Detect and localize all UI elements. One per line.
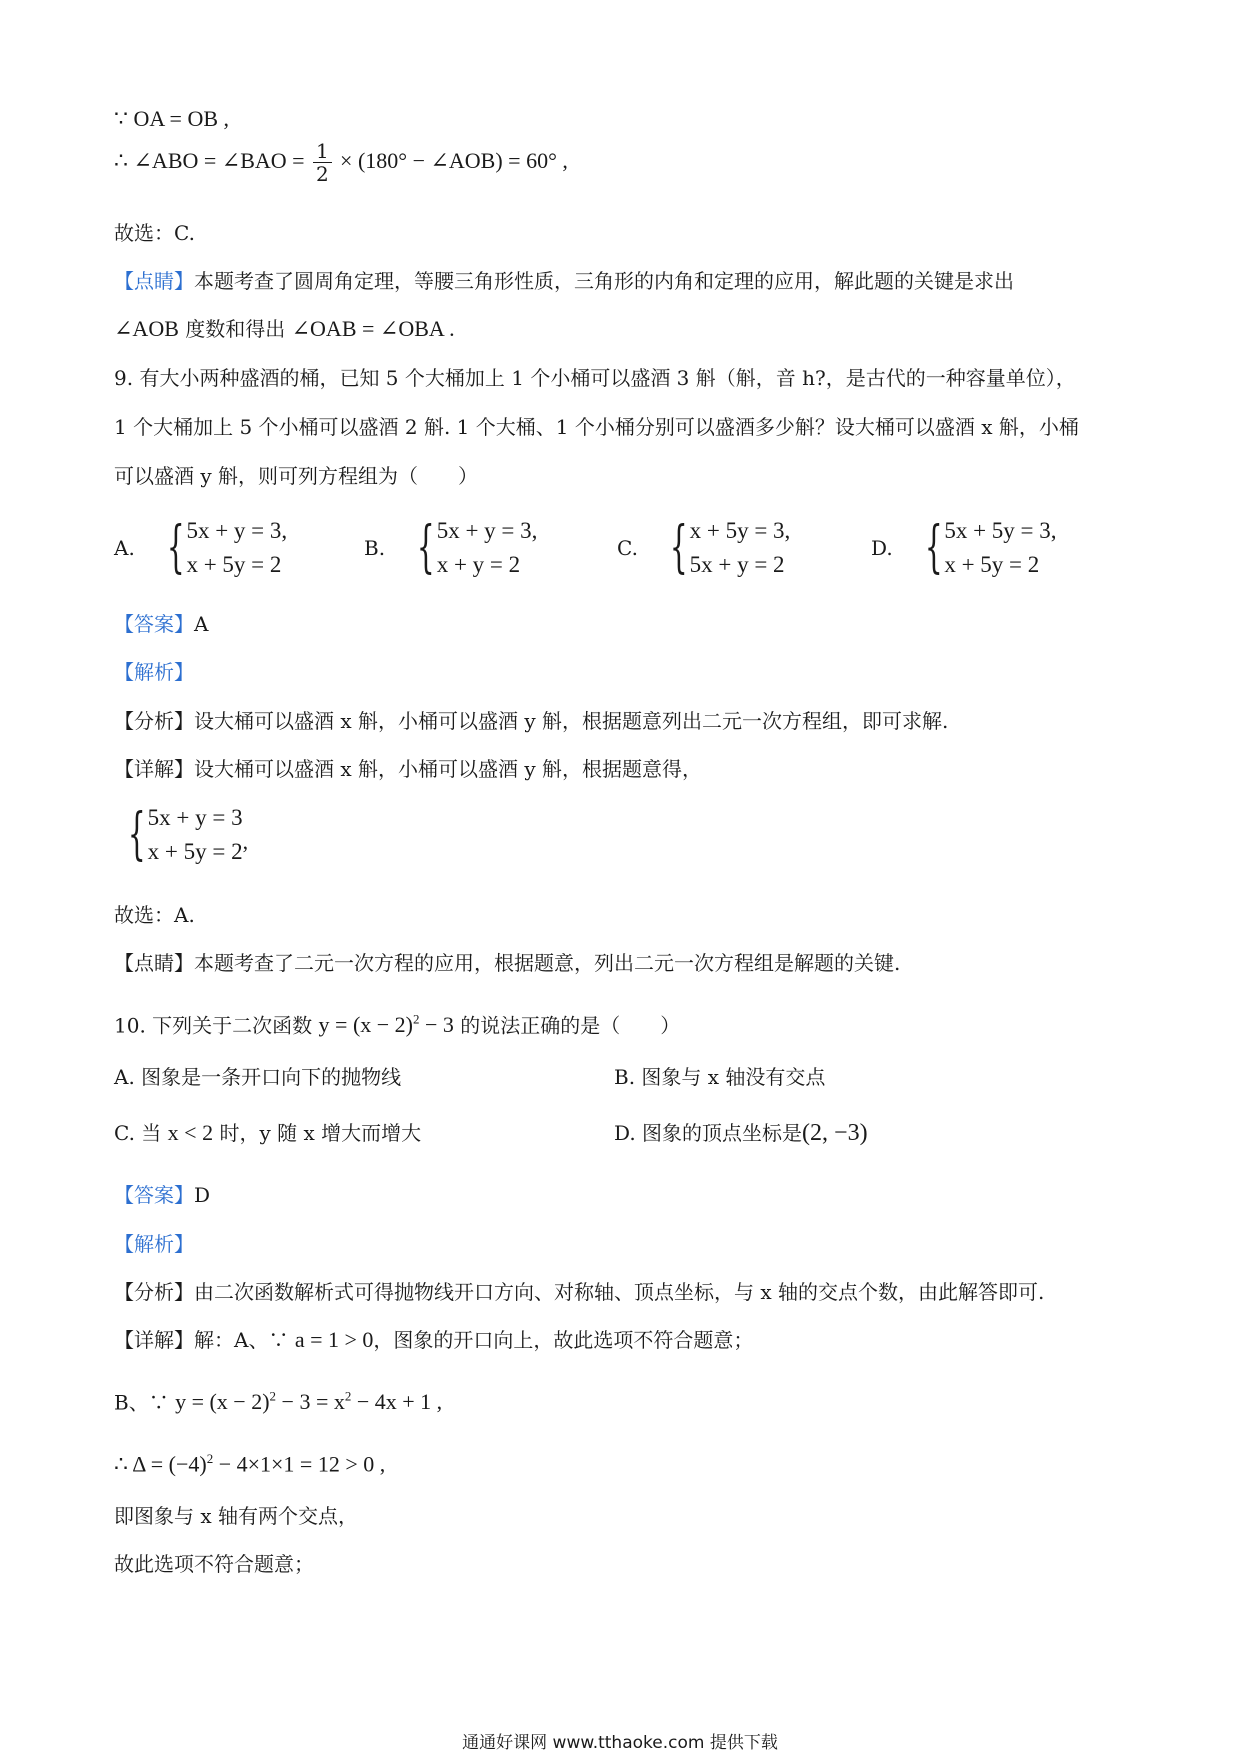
function-expr [319, 1012, 454, 1037]
b-expr-part2: − 3 = x [276, 1389, 345, 1415]
option-c-prefix: C. 当 [114, 1121, 168, 1145]
comment-tag: 【点睛】 [114, 951, 194, 975]
answer-9 [114, 609, 208, 639]
option-a [114, 514, 287, 582]
line-b-expansion [114, 1382, 442, 1417]
answer-value: A [194, 612, 209, 636]
question-9-line2: 1 个大桶加上 5 个小桶可以盛酒 2 斛. 1 个大桶、1 个小桶分别可以盛酒多少斛？设大桶可以盛酒 x 斛，小桶 [114, 415, 1079, 439]
equation-system [186, 514, 287, 582]
equation-2: x + 5y = 2 [186, 552, 282, 577]
option-c [617, 514, 790, 582]
vertex-coords: (2, −3) [802, 1120, 868, 1146]
question-9-line3: 可以盛酒 y 斛，则可列方程组为（ ） [114, 464, 479, 488]
xiangjie-text: 设大桶可以盛酒 x 斛，小桶可以盛酒 y 斛，根据题意得， [194, 757, 703, 781]
angle-eq-left: ∴ ∠ABO = ∠BAO = [114, 148, 305, 173]
question-9-line1: 9. 有大小两种盛酒的桶，已知 5 个大桶加上 1 个小桶可以盛酒 3 斛（斛，音 h?，是古代的一种容量单位）， [114, 366, 1076, 390]
question-10 [114, 1005, 680, 1040]
square-exponent: 2 [413, 1012, 420, 1027]
equation-1: 5x + y = 3 [147, 805, 243, 830]
line-oa-ob: ∵ OA = OB , [114, 106, 230, 131]
option-label: C. [617, 536, 638, 560]
line-not-match: 故此选项不符合题意； [114, 1552, 314, 1576]
brace: { [669, 515, 688, 580]
function-base: y = (x − 2) [318, 1012, 413, 1038]
line-angle-abo [114, 140, 568, 185]
line-two-intersections: 即图象与 x 轴有两个交点， [114, 1504, 358, 1528]
analysis-tag-9: 【解析】 [114, 660, 194, 684]
comment-text: 本题考查了圆周角定理，等腰三角形性质，三角形的内角和定理的应用，解此题的关键是求出 [194, 269, 1014, 293]
line-comment-8-cont [114, 314, 455, 344]
option-d-text: D. 图象的顶点坐标是 [614, 1121, 803, 1145]
equation-1: 5x + 5y = 3, [944, 518, 1057, 543]
choose-a: 故选：A. [114, 903, 195, 927]
xiangjie-10 [114, 1325, 753, 1355]
xiangjie-tag: 【详解】 [114, 757, 194, 781]
xiangjie-9 [114, 754, 702, 784]
b-exp2: 2 [344, 1389, 352, 1404]
equation-system [690, 514, 791, 582]
option-c-condition: x < 2 [167, 1120, 214, 1145]
fraction-denominator: 2 [315, 162, 329, 186]
brace: { [924, 515, 943, 580]
question-10-tail: 的说法正确的是（ ） [453, 1013, 681, 1038]
b-prefix: B、∵ [114, 1390, 176, 1415]
comment-cont-text: 度数和得出 [178, 317, 292, 341]
option-label: B. [364, 536, 386, 560]
function-const: − 3 [419, 1012, 454, 1038]
answer-tag: 【答案】 [114, 1183, 194, 1207]
equation-1: 5x + y = 3, [186, 518, 288, 543]
equation-system [148, 801, 243, 869]
equation-2: x + y = 2 [436, 552, 521, 577]
angle-aob: ∠AOB [114, 316, 179, 341]
fenxi-text: 由二次函数解析式可得抛物线开口方向、对称轴、顶点坐标，与 x 轴的交点个数，由此解答即可. [194, 1280, 1045, 1304]
brace: { [166, 515, 185, 580]
xiangjie-tag: 【详解】 [114, 1328, 194, 1352]
option-c-suffix: 时，y 随 x 增大而增大 [213, 1121, 422, 1145]
fenxi-10 [114, 1277, 1044, 1307]
equation-system [437, 514, 538, 582]
answer-tag: 【答案】 [114, 612, 194, 636]
equation-system [944, 514, 1056, 582]
option-10-b: B. 图象与 x 轴没有交点 [614, 1065, 826, 1089]
line-discriminant [114, 1444, 385, 1479]
delta-exp: 2 [206, 1451, 214, 1466]
b-expr-part3: − 4x + 1 , [351, 1389, 443, 1415]
option-b [364, 514, 537, 582]
fenxi-9 [114, 706, 948, 736]
xiangjie-suffix: ，图象的开口向上，故此选项不符合题意； [373, 1328, 754, 1352]
fraction-half [313, 140, 332, 185]
b-exp1: 2 [269, 1389, 277, 1404]
option-10-a: A. 图象是一条开口向下的抛物线 [114, 1065, 402, 1089]
fenxi-tag: 【分析】 [114, 709, 194, 733]
answer-value: D [194, 1183, 211, 1207]
equation-1: x + 5y = 3, [689, 518, 791, 543]
option-10-d [614, 1118, 868, 1148]
equation-1: 5x + y = 3, [436, 518, 538, 543]
option-label: D. [871, 536, 893, 560]
delta-part1: ∴ Δ = (−4) [114, 1451, 207, 1477]
option-d [871, 514, 1057, 582]
comment-tag: 【点睛】 [114, 269, 194, 293]
fenxi-text: 设大桶可以盛酒 x 斛，小桶可以盛酒 y 斛，根据题意列出二元一次方程组，即可求解. [194, 709, 949, 733]
a-condition: a = 1 > 0 [294, 1327, 374, 1352]
comment-9 [114, 948, 900, 978]
xiangjie-prefix: 解：A、∵ [194, 1328, 295, 1352]
option-10-c [114, 1118, 421, 1148]
equation-2: x + 5y = 2 [944, 552, 1040, 577]
b-expr [175, 1389, 442, 1414]
fraction-numerator: 1 [313, 140, 332, 163]
answer-10 [114, 1180, 210, 1210]
angle-eq-right: × (180° − ∠AOB) = 60° , [340, 148, 568, 173]
comma: , [242, 829, 249, 854]
fenxi-tag: 【分析】 [114, 1280, 194, 1304]
equation-2: 5x + y = 2 [689, 552, 785, 577]
option-label: A. [114, 536, 135, 560]
brace: { [127, 802, 146, 867]
line-comment-8 [114, 266, 1014, 296]
solution-system-9 [110, 801, 248, 869]
angle-oab-eq: ∠OAB = ∠OBA . [291, 316, 455, 341]
equation-2: x + 5y = 2 [147, 839, 243, 864]
b-expr-part1: y = (x − 2) [175, 1389, 270, 1415]
analysis-tag-10: 【解析】 [114, 1232, 194, 1256]
line-choose-c: 故选：C. [114, 221, 195, 245]
question-10-intro: 10. 下列关于二次函数 [114, 1013, 319, 1038]
comment-text: 本题考查了二元一次方程的应用，根据题意，列出二元一次方程组是解题的关键. [194, 951, 901, 975]
page-footer: 通通好课网 www.tthaoke.com 提供下载 [462, 1733, 778, 1753]
brace: { [416, 515, 435, 580]
delta-part2: − 4×1×1 = 12 > 0 , [213, 1451, 386, 1477]
